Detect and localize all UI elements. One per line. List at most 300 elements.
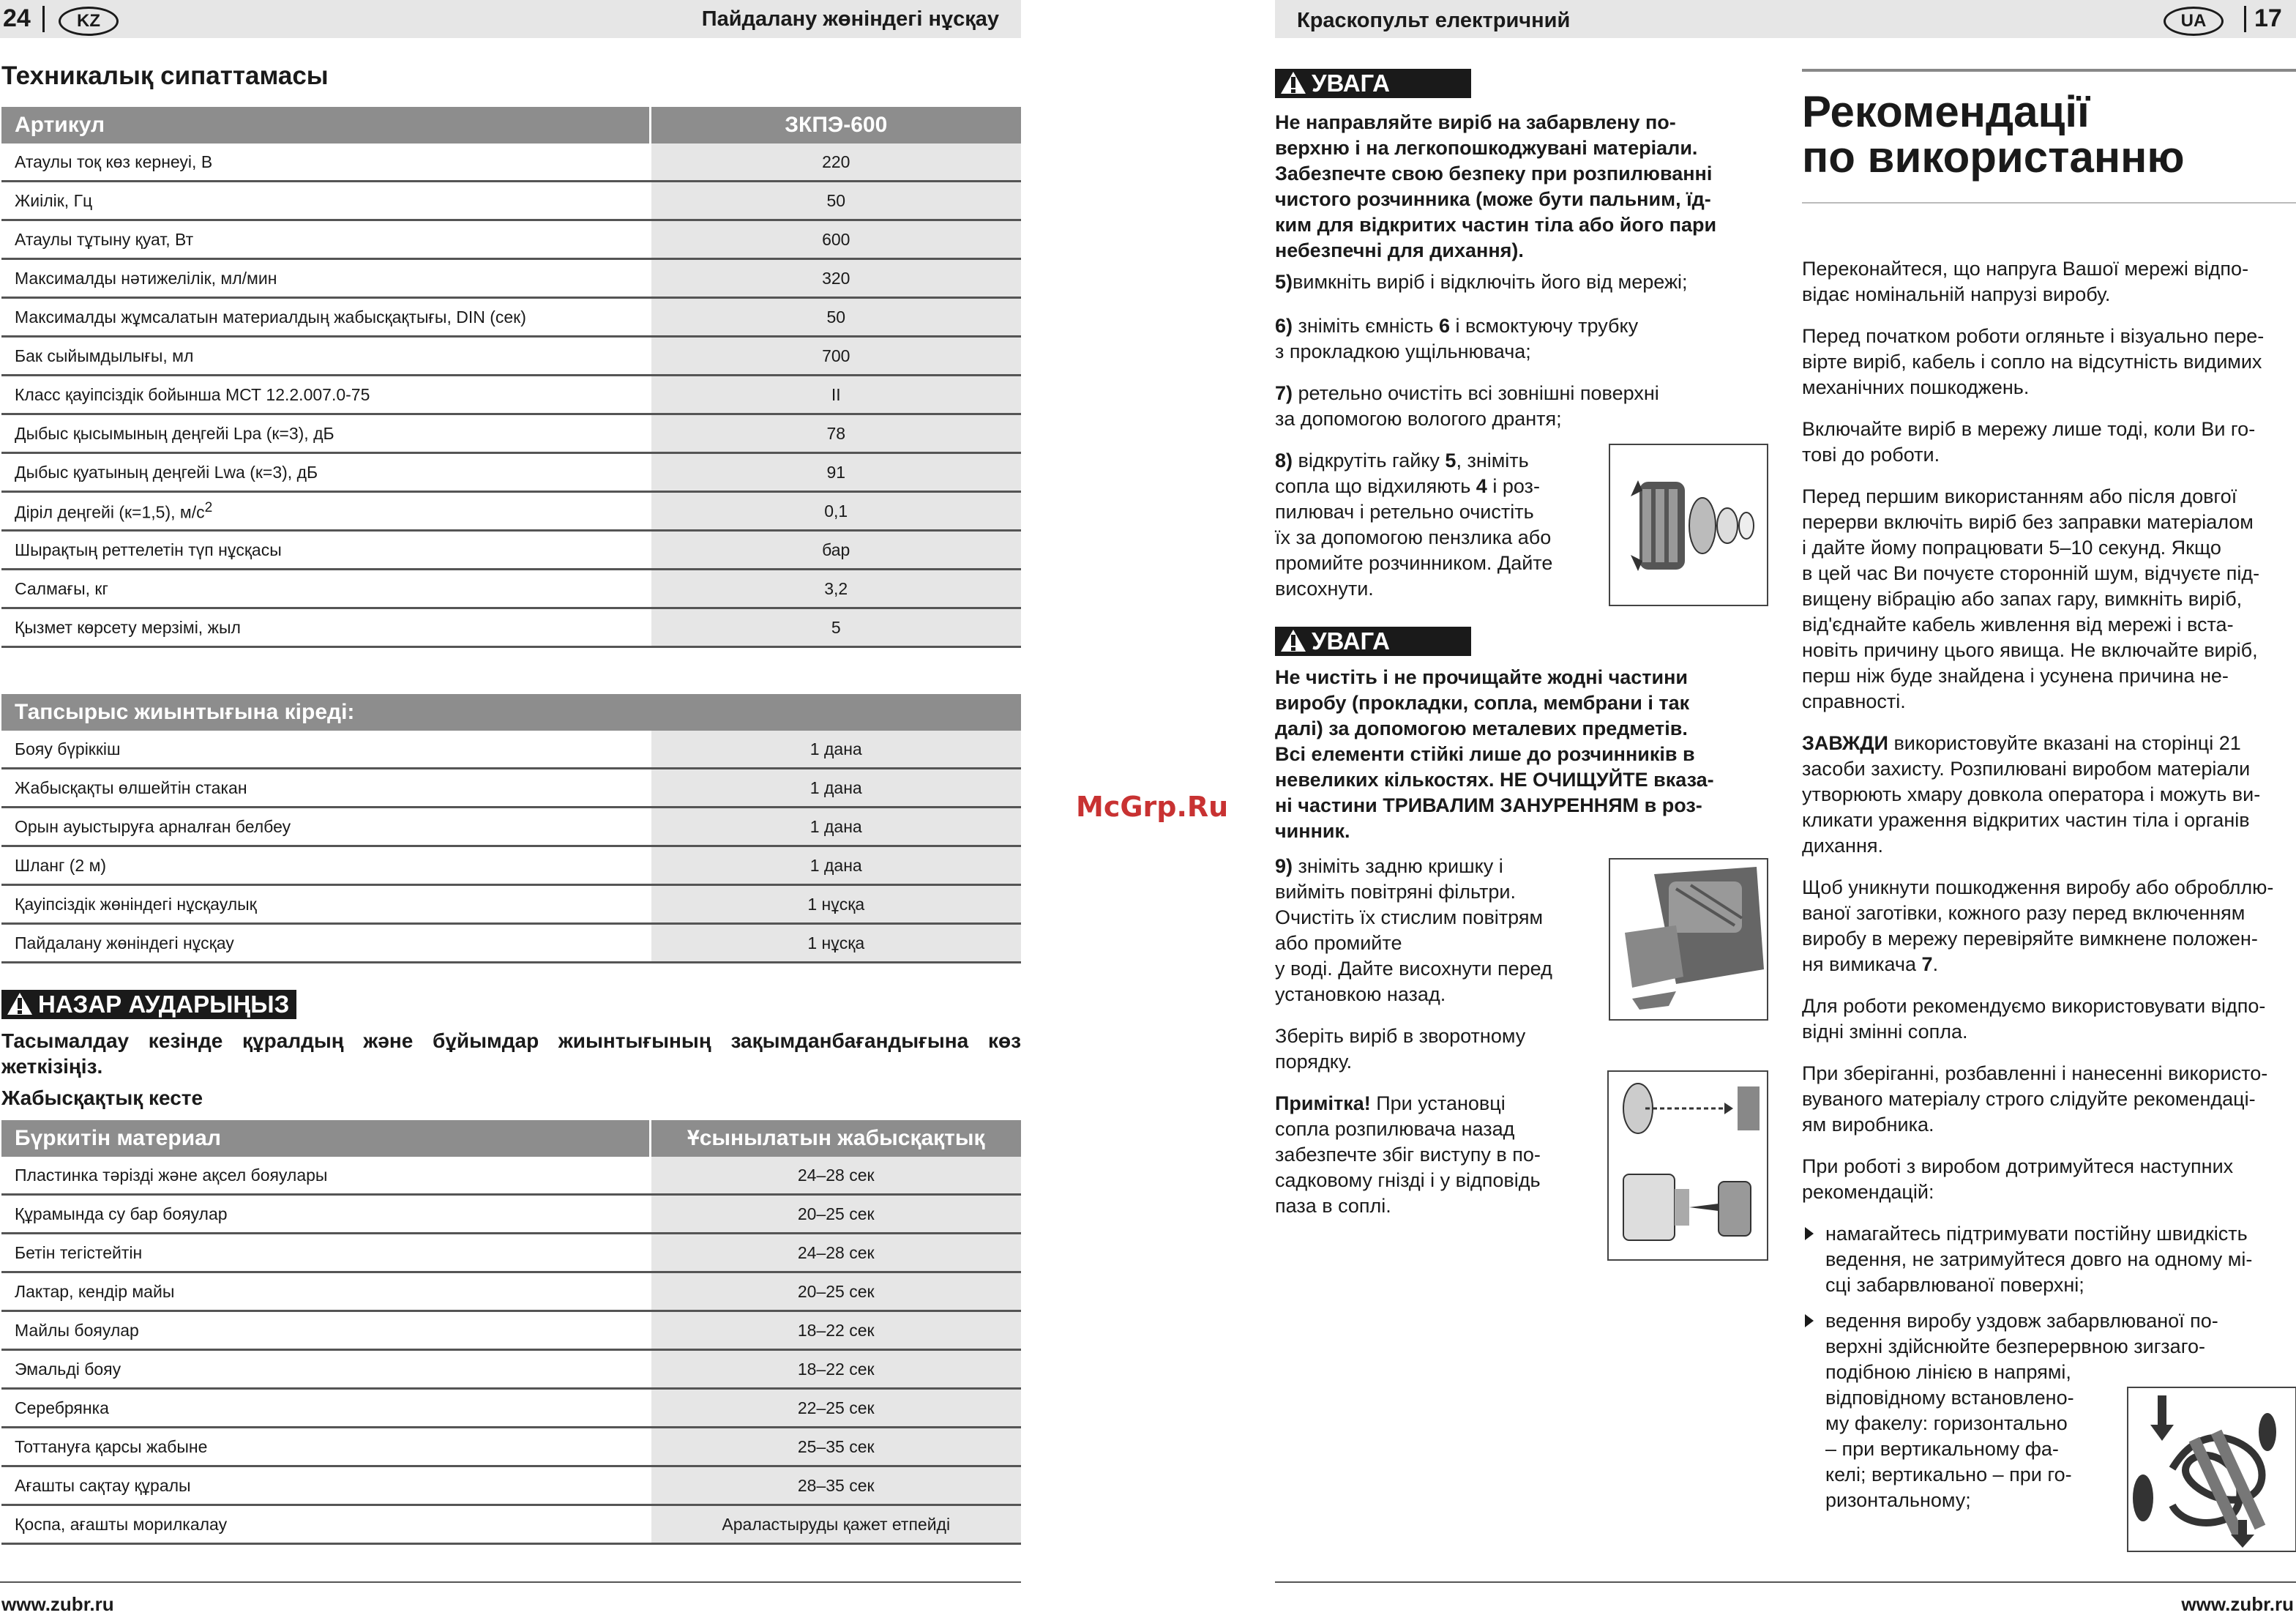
step5-num: 5) xyxy=(1275,271,1293,293)
rec-paragraph xyxy=(1802,993,2295,1045)
tech-value: 78 xyxy=(650,414,1021,453)
rec-line: Включайте виріб в мережу лише тоді, коли Ви го- xyxy=(1802,418,2256,440)
nozzle-assembly-figure xyxy=(1607,1070,1768,1261)
rec-line xyxy=(1802,756,2295,782)
recommendations-title xyxy=(1802,89,2185,180)
warning2-label: УВАГА xyxy=(1312,627,1391,655)
warning1-line: Не направляйте виріб на забарвлену по- xyxy=(1275,111,1676,133)
step8-line-pre: промийте розчинником. Дайте xyxy=(1275,552,1553,574)
visc-value: 24–28 сек xyxy=(650,1157,1021,1195)
tech-value: 700 xyxy=(650,337,1021,376)
rec-line-text: утворюють хмару довкола оператора і можуть ви- xyxy=(1802,783,2261,805)
tech-label xyxy=(1,453,650,492)
right-footer-url: www.zubr.ru xyxy=(2181,1593,2294,1615)
rec-line xyxy=(1802,952,2295,977)
warning1-line: верхню і на легкопошкоджувані матеріали. xyxy=(1275,137,1698,159)
visc-value: 25–35 сек xyxy=(650,1428,1021,1466)
tech-row xyxy=(1,337,1021,376)
kit-label-text: Орын ауыстыруға арналған белбеу xyxy=(15,816,291,836)
left-header-separator xyxy=(42,6,45,32)
warning1-label: УВАГА xyxy=(1312,70,1391,97)
bullet-line: келі; вертикально – при го- xyxy=(1825,1464,2072,1485)
filter-figure xyxy=(1609,858,1768,1021)
tech-row xyxy=(1,220,1021,259)
step7-line xyxy=(1275,406,1768,432)
step-5 xyxy=(1275,269,1768,295)
bullet-line: ризонтальному; xyxy=(1825,1489,1971,1511)
warning2-text xyxy=(1275,665,1768,844)
step6-line-pre: зніміть ємність xyxy=(1293,315,1439,337)
right-footer-rule xyxy=(1275,1581,2296,1583)
visc-value: 18–22 сек xyxy=(650,1350,1021,1389)
visc-label xyxy=(1,1272,650,1311)
note-line-text: паза в соплі. xyxy=(1275,1195,1391,1217)
rec-title-line2: по використанню xyxy=(1802,133,2185,182)
air-filter-illustration xyxy=(1610,860,1767,1019)
visc-value: 28–35 сек xyxy=(650,1466,1021,1505)
rec-line: При роботі з виробом дотримуйтеся наступних xyxy=(1802,1155,2234,1177)
right-page-number: 17 xyxy=(2254,4,2282,32)
rec-line: в цей час Ви почуєте сторонній шум, відчуєте під- xyxy=(1802,562,2260,584)
kit-label xyxy=(1,769,650,808)
assemble-line: Зберіть виріб в зворотному xyxy=(1275,1025,1526,1047)
tech-value: 50 xyxy=(650,182,1021,220)
step7-line-num: 7) xyxy=(1275,382,1293,404)
tech-label xyxy=(1,376,650,414)
tech-value: II xyxy=(650,376,1021,414)
warning2-line: невеликих кількостях. НЕ ОЧИЩУЙТЕ вказа- xyxy=(1275,769,1714,791)
nozzle-figure xyxy=(1609,444,1768,606)
bullet-item xyxy=(1802,1221,2295,1298)
warning-icon xyxy=(7,993,32,1015)
step8-line xyxy=(1275,499,1597,525)
rec-line xyxy=(1802,926,2295,952)
visc-row xyxy=(1,1505,1021,1544)
damage-paragraph xyxy=(1802,875,2295,977)
visc-label xyxy=(1,1195,650,1234)
tech-label xyxy=(1,143,650,182)
rec-title-rule xyxy=(1802,69,2296,72)
warning2-line: Не чистіть і не прочищайте жодні частини xyxy=(1275,666,1689,688)
step9-line-pre: вийміть повітряні фільтри. xyxy=(1275,881,1516,903)
kit-value: 1 дана xyxy=(650,731,1021,769)
step8-line xyxy=(1275,551,1597,576)
tech-row xyxy=(1,143,1021,182)
visc-col-material: Бүркитін материал xyxy=(1,1120,650,1157)
tech-label-text: Дыбыс қысымының деңгейі Lpa (к=3), дБ xyxy=(15,423,334,443)
kit-title: Тапсырыс жиынтығына кіреді: xyxy=(1,694,1021,731)
left-footer-rule xyxy=(0,1581,1021,1583)
step6-line-post: і всмоктуючу трубку xyxy=(1450,315,1639,337)
note-line-text: садковому гнізді і у відповідь xyxy=(1275,1169,1541,1191)
visc-value: 20–25 сек xyxy=(650,1195,1021,1234)
visc-value: 20–25 сек xyxy=(650,1272,1021,1311)
note-text xyxy=(1275,1091,1597,1219)
note-line-text: При установці xyxy=(1370,1092,1506,1114)
warning-icon xyxy=(1281,72,1306,94)
tech-label-text: Шырақтың реттелетін түп нұсқасы xyxy=(15,540,282,559)
step9-line-pre: установкою назад. xyxy=(1275,983,1446,1005)
tech-label-text: Салмағы, кг xyxy=(15,578,108,598)
visc-label-text: Құрамында су бар бояулар xyxy=(15,1204,228,1223)
step8-line-num: 8) xyxy=(1275,450,1293,471)
visc-row xyxy=(1,1157,1021,1195)
bullet-line: ведення виробу уздовж забарвлюваної по- xyxy=(1825,1310,2218,1332)
right-header-separator xyxy=(2244,6,2246,32)
note-line-text: сопла розпилювача назад xyxy=(1275,1118,1515,1140)
warning1-line: чистого розчинника (може бути пальним, їд- xyxy=(1275,188,1711,210)
note-line-text: забезпечте збіг виступу в по- xyxy=(1275,1144,1541,1166)
step6-line xyxy=(1275,339,1768,365)
warning2-line: чинник. xyxy=(1275,820,1350,842)
rec-line-text: кликати ураження відкритих частин тіла і органів xyxy=(1802,809,2250,831)
rec-title-bottom-rule xyxy=(1802,202,2296,204)
kit-value: 1 нұсқа xyxy=(650,924,1021,963)
always-label: ЗАВЖДИ xyxy=(1802,732,1888,754)
step9-line xyxy=(1275,854,1597,879)
visc-value: Араластыруды қажет етпейді xyxy=(650,1505,1021,1544)
tech-label-text: Бак сыйымдылығы, мл xyxy=(15,346,194,365)
assemble-line: порядку. xyxy=(1275,1051,1353,1073)
warning1-line: ким для відкритих частин тіла або його пари xyxy=(1275,214,1717,236)
kit-row xyxy=(1,731,1021,769)
rec-line: перш ніж буде знайдена і усунена причина не- xyxy=(1802,665,2229,687)
rec-line-text: дихання. xyxy=(1802,835,1883,857)
tech-label-text: Максималды нәтижелілік, мл/мин xyxy=(15,268,277,288)
rec-line: При зберіганні, розбавленні і нанесенні використо- xyxy=(1802,1062,2268,1084)
visc-row xyxy=(1,1428,1021,1466)
step8-line xyxy=(1275,448,1597,474)
rec-line xyxy=(1802,875,2295,901)
visc-label-text: Пластинка тәрізді және ақсел бояулары xyxy=(15,1165,328,1185)
rec-line-text: використовуйте вказані на сторінці 21 xyxy=(1888,732,2241,754)
visc-label xyxy=(1,1234,650,1272)
step7-line-pre: за допомогою вологого дрантя; xyxy=(1275,408,1562,430)
right-header-title: Краскопульт електричний xyxy=(1297,9,1571,32)
warning2-line: виробу (прокладки, сопла, мембрани і так xyxy=(1275,692,1690,714)
lang-badge-ua: UA xyxy=(2164,7,2224,36)
tech-label-text: Қызмет көрсету мерзімі, жыл xyxy=(15,617,241,637)
tech-label xyxy=(1,259,650,298)
tech-label xyxy=(1,182,650,220)
visc-row xyxy=(1,1350,1021,1389)
warning2-line: Всі елементи стійкі лише до розчинників в xyxy=(1275,743,1695,765)
note-label: Примітка! xyxy=(1275,1092,1371,1114)
warning2-line: далі) за допомогою металевих предметів. xyxy=(1275,717,1688,739)
bullet-line: ведення, не затримуйтеся довго на одному мі- xyxy=(1825,1248,2253,1270)
kit-value: 1 дана xyxy=(650,769,1021,808)
warning1-line: Забезпечте свою безпеку при розпилюванні xyxy=(1275,163,1713,184)
visc-row xyxy=(1,1195,1021,1234)
step9-line-num: 9) xyxy=(1275,855,1293,877)
step9-line-pre: Очистіть їх стислим повітрям xyxy=(1275,906,1544,928)
rec-line: відає номінальній напрузі виробу. xyxy=(1802,283,2111,305)
attention-badge xyxy=(1,990,296,1019)
rec-line: Для роботи рекомендуємо використовувати відпо- xyxy=(1802,995,2266,1017)
bullet-line: верхні здійснюйте безперервною зигзаго- xyxy=(1825,1335,2205,1357)
tech-value: 0,1 xyxy=(650,492,1021,531)
tech-label xyxy=(1,414,650,453)
damage-b: 7 xyxy=(1921,953,1933,975)
viscosity-table xyxy=(1,1120,1021,1545)
step8-line-b: 5 xyxy=(1445,450,1456,471)
bullet-line: – при вертикальному фа- xyxy=(1825,1438,2059,1460)
left-header-title: Пайдалану жөніндегі нұсқау xyxy=(701,7,999,31)
visc-label-text: Майлы бояулар xyxy=(15,1320,139,1340)
visc-row xyxy=(1,1466,1021,1505)
rec-line: механічних пошкоджень. xyxy=(1802,376,2030,398)
visc-value: 18–22 сек xyxy=(650,1311,1021,1350)
step9-line xyxy=(1275,982,1597,1007)
kit-row xyxy=(1,808,1021,846)
step8-line-b: 4 xyxy=(1476,475,1487,497)
step8-line-post: і роз- xyxy=(1487,475,1540,497)
step8-line-pre: пилювач і ретельно очистіть xyxy=(1275,501,1534,523)
tech-col-article: Артикул xyxy=(1,107,650,143)
warning1-line: небезпечні для дихання). xyxy=(1275,239,1524,261)
rec-paragraph xyxy=(1802,324,2295,400)
rec-line: вуваного матеріалу строго слідуйте рекомендаці- xyxy=(1802,1088,2256,1110)
tech-value: 220 xyxy=(650,143,1021,182)
rec-line xyxy=(1802,833,2295,859)
kit-row xyxy=(1,769,1021,808)
tech-value: бар xyxy=(650,531,1021,570)
visc-label xyxy=(1,1350,650,1389)
rec-line xyxy=(1802,808,2295,833)
tech-value: 600 xyxy=(650,220,1021,259)
tech-row xyxy=(1,492,1021,531)
tech-value: 320 xyxy=(650,259,1021,298)
kit-label xyxy=(1,885,650,924)
tech-value: 91 xyxy=(650,453,1021,492)
damage-pre: виробу в мережу перевіряйте вимкнене положен- xyxy=(1802,928,2258,950)
step8-line-pre: висохнути. xyxy=(1275,578,1374,600)
tech-label xyxy=(1,531,650,570)
tech-label-text: Атаулы тұтыну қуат, Вт xyxy=(15,229,194,249)
kit-row xyxy=(1,846,1021,885)
step9-line xyxy=(1275,931,1597,956)
kit-label xyxy=(1,808,650,846)
step-7 xyxy=(1275,381,1768,432)
visc-label-text: Лактар, кендір майы xyxy=(15,1281,175,1301)
step6-line-pre: з прокладкою ущільнювача; xyxy=(1275,340,1531,362)
rec-line-text: засоби захисту. Розпилювані виробом матеріали xyxy=(1802,758,2251,780)
step9-line-pre: зніміть задню кришку і xyxy=(1293,855,1503,877)
tech-row xyxy=(1,453,1021,492)
visc-label-text: Бетін тегістейтін xyxy=(15,1242,143,1262)
visc-value: 22–25 сек xyxy=(650,1389,1021,1428)
warning1-badge xyxy=(1275,69,1471,98)
visc-row xyxy=(1,1311,1021,1350)
tech-label xyxy=(1,220,650,259)
viscosity-title: Жабысқақтық кесте xyxy=(1,1086,203,1109)
tech-value: 3,2 xyxy=(650,570,1021,608)
visc-label-text: Эмальді бояу xyxy=(15,1359,121,1379)
visc-label xyxy=(1,1466,650,1505)
step6-line-b: 6 xyxy=(1438,315,1451,337)
attention-label: НАЗАР АУДАРЫҢЫЗ xyxy=(38,991,290,1018)
bullet-line: намагайтесь підтримувати постійну швидкість xyxy=(1825,1223,2248,1245)
kit-value: 1 дана xyxy=(650,808,1021,846)
lang-badge-kz: KZ xyxy=(59,7,119,36)
spray-pattern-illustration xyxy=(2128,1388,2295,1551)
assemble-text xyxy=(1275,1024,1597,1075)
tech-row xyxy=(1,414,1021,453)
tech-row xyxy=(1,570,1021,608)
step8-line xyxy=(1275,576,1597,602)
step-6 xyxy=(1275,313,1768,365)
visc-row xyxy=(1,1389,1021,1428)
visc-label xyxy=(1,1311,650,1350)
tech-specs-title: Техникалық сипаттамасы xyxy=(1,61,329,90)
rec-body xyxy=(1802,256,2295,1524)
visc-row xyxy=(1,1272,1021,1311)
tech-label-text: Діріл деңгейі (к=1,5), м/с xyxy=(15,502,205,522)
rec-line: Переконайтеся, що напруга Вашої мережі відпо- xyxy=(1802,258,2249,280)
bullet-line: му факелу: горизонтально xyxy=(1825,1412,2068,1434)
damage-pre: ваної заготівки, кожного разу перед включенням xyxy=(1802,902,2245,924)
rec-line: рекомендацій: xyxy=(1802,1181,1934,1203)
visc-label xyxy=(1,1428,650,1466)
tech-specs-table xyxy=(1,107,1021,648)
step8-line xyxy=(1275,525,1597,551)
tech-label xyxy=(1,492,650,531)
warning-icon xyxy=(1281,630,1306,652)
rec-line: перерви включіть виріб без заправки матеріалом xyxy=(1802,511,2254,533)
kit-label-text: Қауіпсіздік жөніндегі нұсқаулық xyxy=(15,894,257,914)
tech-value: 5 xyxy=(650,608,1021,647)
step7-line-pre: ретельно очистіть всі зовнішні поверхні xyxy=(1293,382,1659,404)
step8-line-post: , зніміть xyxy=(1456,450,1529,471)
kit-row xyxy=(1,924,1021,963)
tech-row xyxy=(1,298,1021,337)
step9-line-pre: у воді. Дайте висохнути перед xyxy=(1275,958,1552,980)
rec-line: відні змінні сопла. xyxy=(1802,1021,1968,1043)
rec-paragraph xyxy=(1802,1154,2295,1205)
tech-value: 50 xyxy=(650,298,1021,337)
attention-text: Тасымалдау кезінде құралдың және бұйымдар жиынтығының зақымданбағандығына көз жеткізіңіз. xyxy=(1,1029,1021,1078)
tech-row xyxy=(1,531,1021,570)
tech-label-text: Дыбыс қуатының деңгейі Lwa (к=3), дБ xyxy=(15,462,318,482)
damage-pre: Щоб уникнути пошкодження виробу або обробллю- xyxy=(1802,876,2274,898)
visc-col-viscosity: Ұсынылатын жабысқақтық xyxy=(650,1120,1021,1157)
warning2-badge xyxy=(1275,627,1471,656)
superscript: 2 xyxy=(204,499,213,515)
note-line xyxy=(1275,1193,1597,1219)
left-page-number: 24 xyxy=(3,4,31,32)
rec-line: новіть причину цього явища. Не включайте виріб, xyxy=(1802,639,2258,661)
rec-line: ям виробника. xyxy=(1802,1114,1934,1136)
damage-pre: ня вимикача xyxy=(1802,953,1922,975)
rec-paragraph xyxy=(1802,417,2295,468)
rec-line: Перед першим використанням або після довгої xyxy=(1802,485,2237,507)
step-9 xyxy=(1275,854,1597,1007)
visc-label-text: Ағашты сақтау құралы xyxy=(15,1475,191,1495)
visc-value: 24–28 сек xyxy=(650,1234,1021,1272)
kit-label-text: Жабысқақты өлшейтін стакан xyxy=(15,778,247,797)
rec-paragraph xyxy=(1802,1061,2295,1138)
step8-line xyxy=(1275,474,1597,499)
visc-label xyxy=(1,1505,650,1544)
bullet-line: сці забарвлюваної поверхні; xyxy=(1825,1274,2084,1296)
step6-line xyxy=(1275,313,1768,339)
tech-col-model: ЗКПЭ-600 xyxy=(650,107,1021,143)
visc-label-text: Серебрянка xyxy=(15,1398,109,1417)
nozzle-parts-illustration xyxy=(1610,445,1767,605)
kit-label-text: Бояу бүріккіш xyxy=(15,739,121,758)
tech-row xyxy=(1,376,1021,414)
step8-line-pre: відкрутіть гайку xyxy=(1293,450,1446,471)
step7-line xyxy=(1275,381,1768,406)
kit-value: 1 дана xyxy=(650,846,1021,885)
zigzag-figure xyxy=(2127,1387,2296,1552)
step9-line xyxy=(1275,879,1597,905)
watermark: McGrp.Ru xyxy=(1076,791,1229,823)
rec-line: і дайте йому попрацювати 5–10 секунд. Якщо xyxy=(1802,537,2221,559)
kit-label xyxy=(1,924,650,963)
left-footer-url: www.zubr.ru xyxy=(1,1593,114,1615)
rec-line: Перед початком роботи огляньте і візуально пере- xyxy=(1802,325,2265,347)
kit-value: 1 нұсқа xyxy=(650,885,1021,924)
visc-label-text: Қоспа, ағашты морилкалау xyxy=(15,1514,228,1534)
damage-post: . xyxy=(1932,953,1939,975)
rec-line: вірте виріб, кабель і сопло на відсутність видимих xyxy=(1802,351,2262,373)
tech-row xyxy=(1,608,1021,647)
rec-paragraph xyxy=(1802,256,2295,307)
rec-line xyxy=(1802,731,2295,756)
step9-line xyxy=(1275,956,1597,982)
kit-table xyxy=(1,694,1021,963)
tech-label-text: Жиілік, Гц xyxy=(15,190,93,210)
tech-row xyxy=(1,259,1021,298)
rec-line xyxy=(1802,782,2295,808)
visc-row xyxy=(1,1234,1021,1272)
step8-line-pre: їх за допомогою пензлика або xyxy=(1275,526,1552,548)
kit-label-text: Шланг (2 м) xyxy=(15,855,107,875)
always-paragraph xyxy=(1802,731,2295,859)
tech-label xyxy=(1,337,650,376)
bullet-arrow-icon xyxy=(1805,1314,1814,1327)
rec-paragraph xyxy=(1802,484,2295,715)
step5-text: вимкніть виріб і відключіть його від мережі; xyxy=(1293,271,1688,293)
tech-label-text: Максималды жұмсалатын материалдың жабысқақтығы, DIN (сек) xyxy=(15,307,526,327)
rec-line xyxy=(1802,901,2295,926)
kit-label-text: Пайдалану жөніндегі нұсқау xyxy=(15,933,234,952)
kit-row xyxy=(1,885,1021,924)
rec-line: від'єднайте кабель живлення від мережі і вста- xyxy=(1802,614,2234,635)
step-8 xyxy=(1275,448,1597,602)
step8-line-pre: сопла що відхиляють xyxy=(1275,475,1476,497)
rec-line: вищену вібрацію або запах гару, вимкніть виріб, xyxy=(1802,588,2243,610)
tech-label xyxy=(1,570,650,608)
warning1-text xyxy=(1275,110,1768,264)
note-line xyxy=(1275,1142,1597,1168)
kit-label xyxy=(1,846,650,885)
rec-line: справності. xyxy=(1802,690,1906,712)
visc-label xyxy=(1,1389,650,1428)
warning2-line: ні частини ТРИВАЛИМ ЗАНУРЕННЯМ в роз- xyxy=(1275,794,1702,816)
visc-label-text: Тоттануға қарсы жабыне xyxy=(15,1436,208,1456)
tech-label xyxy=(1,298,650,337)
note-line xyxy=(1275,1116,1597,1142)
note-line xyxy=(1275,1168,1597,1193)
tech-label-text: Атаулы тоқ көз кернеуі, В xyxy=(15,152,213,171)
bullet-line: відповідному встановлено- xyxy=(1825,1387,2074,1409)
bullet-line: подібною лінією в напрямі, xyxy=(1825,1361,2071,1383)
tech-row xyxy=(1,182,1021,220)
rec-line: тові до роботи. xyxy=(1802,444,1940,466)
step9-line-pre: або промийте xyxy=(1275,932,1402,954)
